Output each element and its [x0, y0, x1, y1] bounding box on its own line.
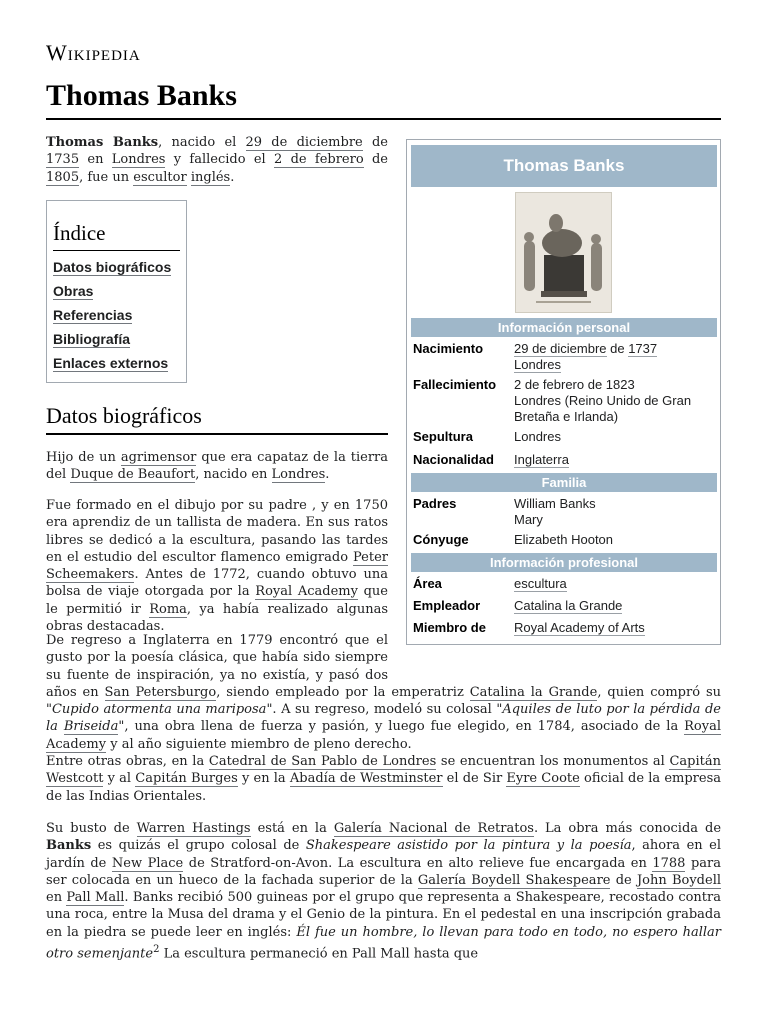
- text: y al: [103, 771, 136, 787]
- reference-superscript[interactable]: 2: [153, 944, 160, 956]
- link-capitan-westcott[interactable]: Capitán Westcott: [46, 754, 722, 787]
- paragraph-2: [46, 497, 388, 635]
- sculpture-image[interactable]: [515, 192, 612, 313]
- infobox-value: Londres: [514, 429, 561, 444]
- infobox-label: Cónyuge: [413, 532, 469, 547]
- text: , nacido en: [195, 467, 272, 483]
- text: La escultura permaneció en Pall Mall hasta que: [159, 946, 479, 962]
- link-abadia-westminster[interactable]: Abadía de Westminster: [289, 771, 443, 787]
- link-birth-year[interactable]: 1737: [628, 341, 658, 356]
- engraving-illustration: [516, 193, 611, 312]
- text: para ser colocada en un hueco de la fachada superior de la: [46, 855, 721, 888]
- link-londres[interactable]: Londres: [271, 467, 326, 483]
- text: .: [325, 467, 330, 483]
- text: está en la: [250, 821, 334, 836]
- link-death-day[interactable]: 2 de febrero: [274, 152, 364, 168]
- bold-text: Banks: [46, 838, 92, 854]
- link-new-place[interactable]: New Place: [111, 855, 184, 871]
- text: de: [362, 135, 388, 150]
- text: ". A su regreso, modeló su colosal ": [266, 702, 503, 718]
- toc-title: Índice: [53, 221, 180, 251]
- infobox-label: Empleador: [413, 598, 481, 613]
- toc-item-label[interactable]: Obras: [53, 283, 94, 299]
- link-escultura[interactable]: escultura: [514, 576, 567, 591]
- link-nationality[interactable]: inglés: [190, 169, 231, 185]
- text: , ya había realizado algunas obras destacadas.: [46, 601, 389, 635]
- paragraph-4: [46, 753, 721, 805]
- page-title: Thomas Banks: [46, 78, 721, 120]
- text: de: [606, 341, 629, 356]
- infobox-value: [514, 576, 714, 592]
- text: y al año siguiente miembro de pleno derecho.: [106, 736, 412, 752]
- text: que era capataz de la tierra del: [46, 450, 388, 483]
- link-galeria-boydell[interactable]: Galería Boydell Shakespeare: [417, 872, 611, 888]
- infobox-section-professional: Información profesional: [411, 553, 717, 572]
- text: que le permitió ir: [46, 584, 388, 617]
- intro-paragraph: [46, 134, 388, 186]
- text: ", una obra llena de fuerza y pasión, y luego fue elegido, en 1784, asociado de la: [118, 719, 685, 735]
- infobox-value: [514, 598, 714, 614]
- infobox-value: [514, 496, 714, 528]
- toc-item-obras[interactable]: [53, 279, 180, 303]
- parent-name: Mary: [514, 512, 543, 527]
- italic-text: Aquiles de luto por la pérdida de la: [46, 702, 721, 735]
- link-eyre-coote[interactable]: Eyre Coote: [506, 771, 580, 787]
- toc-item-bibliografia[interactable]: [53, 327, 180, 351]
- text: es quizás el grupo colosal de: [91, 838, 306, 854]
- toc-item-label[interactable]: Enlaces externos: [53, 355, 169, 371]
- link-occupation[interactable]: escultor: [133, 169, 187, 185]
- infobox-label: Miembro de: [413, 620, 486, 635]
- link-death-year[interactable]: 1805: [46, 169, 80, 185]
- text: , nacido el: [158, 135, 246, 150]
- text: el de Sir: [442, 771, 507, 787]
- link-birth-place[interactable]: Londres: [514, 357, 561, 372]
- text: , ahora en el jardín de: [46, 838, 721, 871]
- italic-text: Cupido atormenta una mariposa: [51, 702, 267, 718]
- link-capitan-burges[interactable]: Capitán Burges: [135, 771, 238, 787]
- paragraph-5: [46, 820, 721, 963]
- wikipedia-logo[interactable]: Wikipedia: [46, 40, 141, 65]
- link-catedral-san-pablo[interactable]: Catedral de San Pablo de Londres: [208, 754, 437, 769]
- link-royal-academy-of-arts[interactable]: Royal Academy of Arts: [514, 620, 645, 635]
- text: en: [46, 890, 67, 906]
- link-birth-place[interactable]: Londres: [111, 152, 166, 168]
- infobox-value: Elizabeth Hooton: [514, 532, 614, 547]
- text: Su busto de: [46, 821, 137, 836]
- link-royal-academy-2[interactable]: Royal Academy: [46, 719, 722, 752]
- table-of-contents: [46, 200, 187, 383]
- toc-item-label[interactable]: Bibliografía: [53, 331, 131, 347]
- text: , quien compró su ": [46, 684, 721, 718]
- toc-item-label[interactable]: Referencias: [53, 307, 133, 323]
- infobox-label: Padres: [413, 496, 457, 511]
- link-san-petersburgo[interactable]: San Petersburgo: [104, 684, 217, 700]
- link-catalina-la-grande[interactable]: Catalina la Grande: [469, 684, 598, 700]
- section-heading-datos-biograficos: Datos biográficos: [46, 402, 388, 435]
- link-1788[interactable]: 1788: [652, 855, 686, 871]
- link-birth-day[interactable]: 29 de diciembre: [245, 135, 363, 150]
- link-birth-year[interactable]: 1735: [46, 152, 80, 168]
- text: De regreso a Inglaterra en 1779 encontró que el gusto por la poesía clásica, que había sido siempre su fuente de inspiración, ya no existía, y pasó dos años en: [46, 633, 388, 700]
- text: . Banks recibió 500 guineas por el grupo que representa a Shakespeare, recostado contra una roca, entre la Musa del drama y el Genio de la pintura. En el pedestal en una inscripción grabada en la piedra se puede leer en inglés:: [46, 890, 721, 940]
- text: Fue formado en el dibujo por su padre , y en 1750 era aprendiz de un tallista de madera. En sus ratos libres se dedicó a la escultura, pasando las tardes en el estudio del escultor flamenco emigrado: [46, 498, 388, 565]
- toc-item-enlaces-externos[interactable]: [53, 351, 180, 375]
- text: Entre otras obras, en la: [46, 754, 209, 769]
- infobox-label: Nacimiento: [413, 341, 484, 356]
- text: y fallecido el: [165, 152, 275, 168]
- infobox: [406, 139, 721, 645]
- text: se encuentran los monumentos al: [436, 754, 670, 769]
- infobox-section-family: Familia: [411, 473, 717, 492]
- infobox-value: [514, 341, 714, 373]
- text: , fue un: [79, 169, 134, 185]
- toc-item-label[interactable]: Datos biográficos: [53, 259, 172, 275]
- link-inglaterra[interactable]: Inglaterra: [514, 452, 569, 467]
- infobox-label: Nacionalidad: [413, 452, 494, 467]
- death-place: Londres (Reino Unido de Gran Bretaña e Irlanda): [514, 393, 692, 424]
- paragraph-1: [46, 449, 388, 484]
- link-royal-academy[interactable]: Royal Academy: [255, 584, 358, 600]
- text: de: [363, 152, 388, 168]
- infobox-label: Área: [413, 576, 442, 591]
- link-catalina-la-grande[interactable]: Catalina la Grande: [514, 598, 623, 613]
- link-briseida[interactable]: Briseida: [63, 719, 119, 735]
- toc-item-referencias[interactable]: [53, 303, 180, 327]
- text: , siendo empleado por la emperatriz: [216, 684, 470, 700]
- link-pall-mall[interactable]: Pall Mall: [66, 890, 125, 906]
- text: de: [610, 872, 637, 888]
- infobox-value: [514, 452, 714, 468]
- text: Hijo de un: [46, 450, 121, 465]
- infobox-title: Thomas Banks: [411, 145, 717, 187]
- text: . La obra más conocida de: [533, 821, 722, 836]
- infobox-value: [514, 377, 714, 425]
- infobox-label: Sepultura: [413, 429, 473, 444]
- infobox-label: Fallecimiento: [413, 377, 497, 392]
- parent-name: William Banks: [514, 496, 596, 511]
- link-birth-date[interactable]: 29 de diciembre: [514, 341, 607, 356]
- text: oficial de la empresa de las Indias Orientales.: [46, 771, 721, 804]
- link-warren-hastings[interactable]: Warren Hastings: [136, 821, 251, 836]
- link-john-boydell[interactable]: John Boydell: [636, 872, 722, 888]
- link-roma[interactable]: Roma: [149, 601, 187, 617]
- infobox-section-personal: Información personal: [411, 318, 717, 337]
- link-agrimensor[interactable]: agrimensor: [120, 450, 197, 465]
- text: y en la: [237, 771, 290, 787]
- text: . Antes de 1772, cuando obtuvo una bolsa de viaje otorgada por la: [46, 567, 388, 600]
- italic-text: Shakespeare asistido por la pintura y la poesía: [305, 838, 632, 854]
- death-date: 2 de febrero de 1823: [514, 377, 635, 392]
- text: .: [230, 169, 235, 185]
- link-peter-scheemakers[interactable]: Peter Scheemakers: [46, 549, 388, 583]
- article-subject: Thomas Banks: [46, 135, 159, 150]
- infobox-value: [514, 620, 714, 636]
- link-duque-de-beaufort[interactable]: Duque de Beaufort: [70, 467, 196, 483]
- italic-text: Él fue un hombre, lo llevan para todo en todo, no espero hallar otro semenjante: [46, 924, 721, 962]
- link-galeria-nacional-retratos[interactable]: Galería Nacional de Retratos: [333, 821, 534, 836]
- text: de Stratford-on-Avon. La escultura en alto relieve fue encargada en: [183, 855, 653, 871]
- toc-item-datos-biograficos[interactable]: [53, 255, 180, 279]
- text: en: [79, 152, 112, 168]
- paragraph-3: [46, 632, 721, 753]
